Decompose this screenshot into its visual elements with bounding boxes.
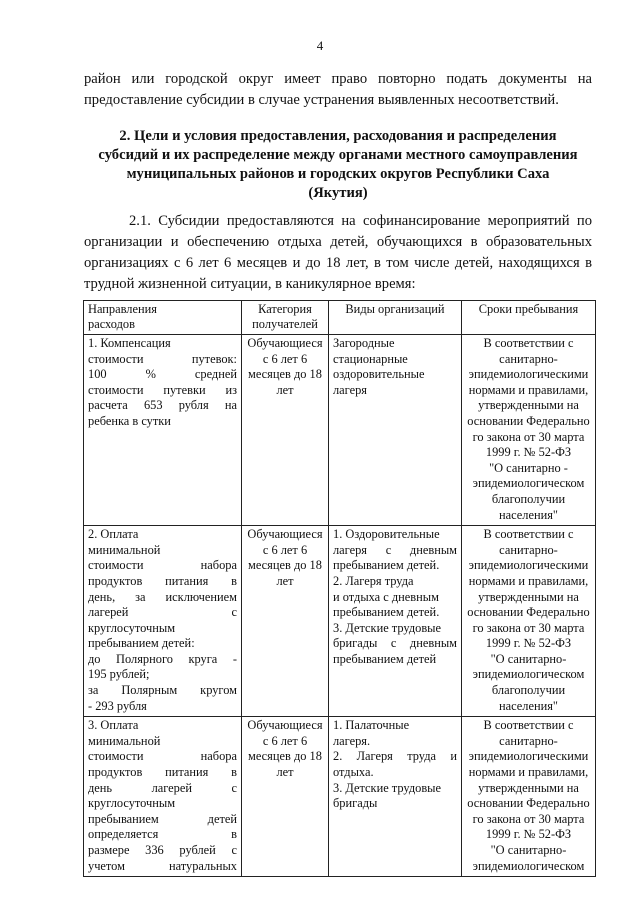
- cell-terms: В соответствии с санитарно- эпидемиологическими нормами и правилами, утвержденными на основании Федерально го закона от 30 марта 1999 г. № 52-ФЗ "О санитарно- эпидемиологическом благополучии населения": [462, 526, 596, 717]
- cell-direction: 2. Оплата минимальной стоимости набора продуктов питания в день, за исключением лагерей с круглосуточным пребыванием детей: до Полярного круга - 195 рублей; за Полярным кругом - 293 рубля: [84, 526, 242, 717]
- cell-category: Обучающиеся с 6 лет 6 месяцев до 18 лет: [242, 335, 329, 526]
- cell-terms: В соответствии с санитарно- эпидемиологическими нормами и правилами, утвержденными на основании Федерально го закона от 30 марта 1999 г. № 52-ФЗ "О санитарно - эпидемиологическом благополучии населения": [462, 335, 596, 526]
- cell-category: Обучающиеся с 6 лет 6 месяцев до 18 лет: [242, 526, 329, 717]
- header-organizations: Виды организаций: [329, 301, 462, 335]
- intro-paragraph: [84, 69, 592, 111]
- header-terms: Сроки пребывания: [462, 301, 596, 335]
- heading-line: муниципальных районов и городских округов Республики Саха: [126, 166, 550, 182]
- heading-line: субсидий и их распределение между органами местного самоуправления: [98, 147, 578, 163]
- text-line: предоставление субсидии в случае устранения выявленных несоответствий.: [84, 92, 559, 108]
- table-row: [84, 526, 596, 717]
- header-directions: Направления расходов: [84, 301, 242, 335]
- cell-direction: 1. Компенсация стоимости путевок: 100 % средней стоимости путевки из расчета 653 рубля на ребенка в сутки: [84, 335, 242, 526]
- cell-organizations: Загородные стационарные оздоровительные лагеря: [329, 335, 462, 526]
- heading-line: 2. Цели и условия предоставления, расходования и распределения: [119, 128, 557, 144]
- subsidy-table: [83, 300, 596, 877]
- text-line: организациях с 6 лет 6 месяцев и до 18 лет, в том числе детей, находящихся в: [84, 255, 592, 271]
- text-line: район или городской округ имеет право повторно подать документы на: [84, 71, 592, 87]
- heading-line: (Якутия): [308, 185, 368, 201]
- text-line: трудной жизненной ситуации, в каникулярное время:: [84, 276, 416, 292]
- cell-organizations: 1. Палаточные лагеря. 2. Лагеря труда и отдыха. 3. Детские трудовые бригады: [329, 717, 462, 877]
- text-line: 2.1. Субсидии предоставляются на софинансирование мероприятий по: [129, 213, 592, 229]
- page-number: 4: [316, 38, 324, 53]
- text-line: организации и обеспечению отдыха детей, обучающихся в образовательных: [84, 234, 592, 250]
- table-header-row: [84, 301, 596, 335]
- table-row: [84, 717, 596, 877]
- section-heading: [84, 127, 592, 203]
- cell-category: Обучающиеся с 6 лет 6 месяцев до 18 лет: [242, 717, 329, 877]
- table-row: [84, 335, 596, 526]
- clause-paragraph: [84, 211, 592, 295]
- cell-terms: В соответствии с санитарно- эпидемиологическими нормами и правилами, утвержденными на основании Федерально го закона от 30 марта 1999 г. № 52-ФЗ "О санитарно- эпидемиологическом: [462, 717, 596, 877]
- cell-direction: 3. Оплата минимальной стоимости набора продуктов питания в день лагерей с круглосуточным пребыванием детей определяется в размере 336 рублей с учетом натуральных: [84, 717, 242, 877]
- header-category: Категория получателей: [242, 301, 329, 335]
- cell-organizations: 1. Оздоровительные лагеря с дневным пребыванием детей. 2. Лагеря труда и отдыха с дневным пребыванием детей. 3. Детские трудовые бригады с дневным пребыванием детей: [329, 526, 462, 717]
